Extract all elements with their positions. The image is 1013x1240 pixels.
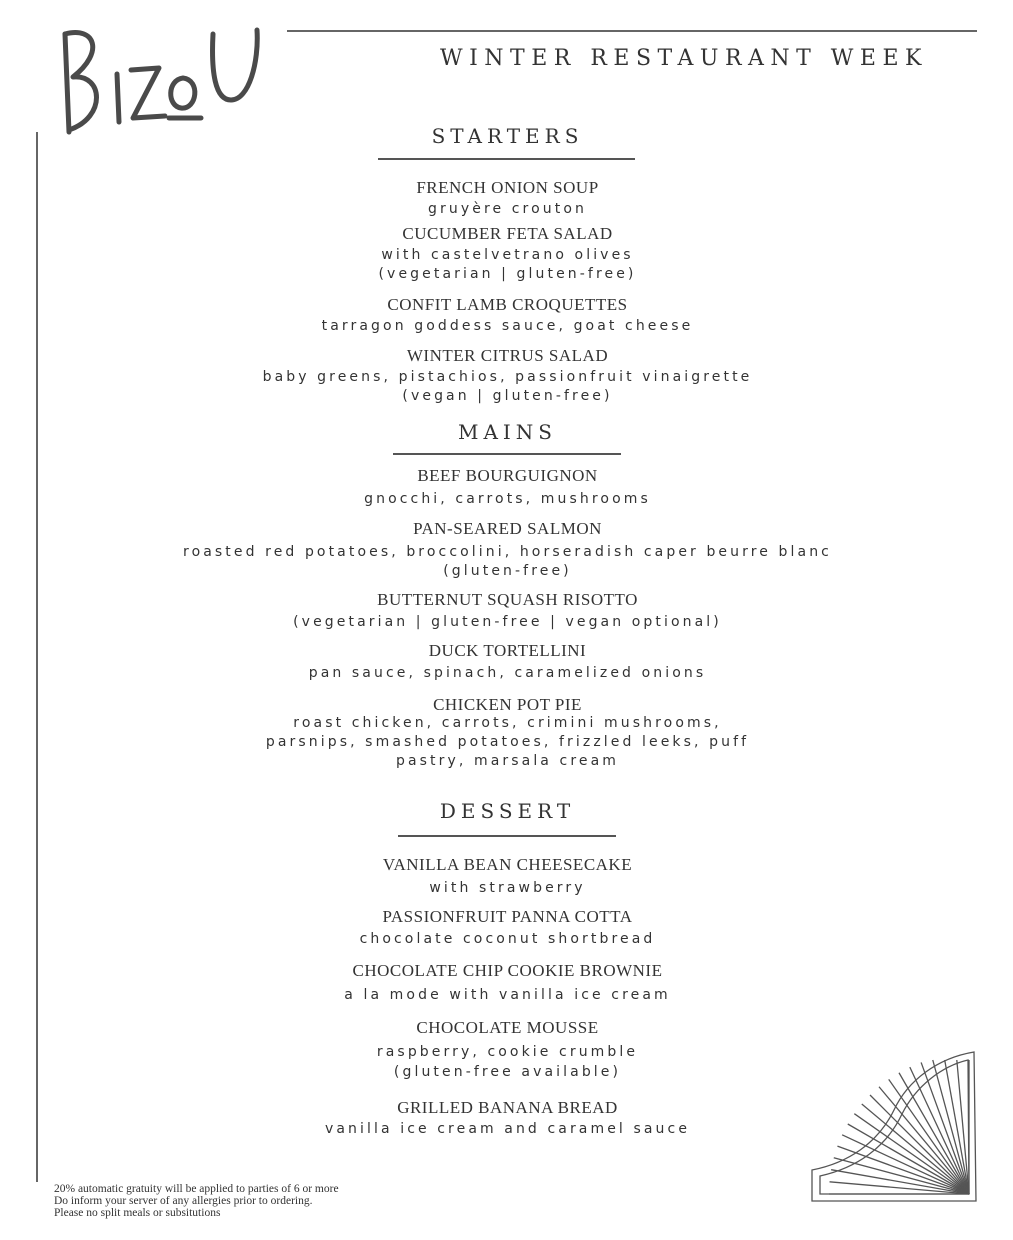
starters-rule	[378, 158, 635, 160]
menu-item-desc: (vegetarian | gluten-free)	[378, 266, 637, 282]
left-rule	[36, 132, 38, 1182]
menu-item-name: CHICKEN POT PIE	[433, 695, 582, 714]
menu-item-name: WINTER CITRUS SALAD	[406, 346, 609, 365]
footnote-allergies: Do inform your server of any allergies prior to ordering.	[54, 1195, 313, 1207]
menu-item-desc: chocolate coconut shortbread	[359, 931, 656, 947]
footnotes	[54, 1183, 474, 1219]
menu-item-name: PAN-SEARED SALMON	[413, 519, 602, 538]
menu-item-name: CHOCOLATE MOUSSE	[416, 1018, 599, 1037]
menu-item-desc: raspberry, cookie crumble	[376, 1044, 639, 1060]
event-title: WINTER RESTAURANT WEEK	[440, 46, 928, 71]
menu-item-desc: parsnips, smashed potatoes, frizzled leeks, puff	[265, 734, 750, 750]
menu-item-desc: pan sauce, spinach, caramelized onions	[308, 665, 707, 681]
menu-item-desc: vanilla ice cream and caramel sauce	[324, 1121, 691, 1137]
menu-item-desc: baby greens, pistachios, passionfruit vinaigrette	[262, 369, 753, 385]
menu-item-desc: (gluten-free available)	[393, 1064, 622, 1080]
menu-item-desc: tarragon goddess sauce, goat cheese	[321, 318, 694, 334]
art-deco-fan-icon	[808, 1048, 980, 1203]
menu-item-desc: with castelvetrano olives	[381, 247, 634, 263]
menu-item-desc: (vegetarian | gluten-free | vegan optional)	[293, 614, 722, 630]
footnote-no-split: Please no split meals or subsitutions	[54, 1207, 221, 1219]
menu-item-name: CONFIT LAMB CROQUETTES	[387, 295, 628, 314]
dessert-rule	[398, 835, 616, 837]
menu-item-desc: (vegan | gluten-free)	[402, 388, 613, 404]
footnote-gratuity: 20% automatic gratuity will be applied to parties of 6 or more	[54, 1183, 339, 1195]
menu-item-name: PASSIONFRUIT PANNA COTTA	[382, 907, 633, 926]
mains-heading: MAINS	[457, 420, 558, 444]
menu-item-name: FRENCH ONION SOUP	[416, 178, 599, 197]
menu-body	[100, 0, 915, 1240]
menu-item-desc: roasted red potatoes, broccolini, horseradish caper beurre blanc	[183, 544, 832, 560]
menu-item-desc: gnocchi, carrots, mushrooms	[364, 491, 651, 507]
menu-item-name: BUTTERNUT SQUASH RISOTTO	[377, 590, 638, 609]
menu-item-desc: gruyère crouton	[428, 201, 587, 217]
menu-item-name: VANILLA BEAN CHEESECAKE	[382, 855, 633, 874]
menu-item-name: DUCK TORTELLINI	[428, 641, 587, 660]
menu-item-name: BEEF BOURGUIGNON	[417, 466, 598, 485]
menu-item-name: GRILLED BANANA BREAD	[397, 1098, 618, 1117]
dessert-heading: DESSERT	[439, 799, 576, 823]
menu-item-desc: (gluten-free)	[443, 563, 572, 579]
menu-item-desc: roast chicken, carrots, crimini mushrooms,	[293, 715, 722, 731]
menu-item-name: CUCUMBER FETA SALAD	[402, 224, 613, 243]
menu-item-desc: pastry, marsala cream	[395, 753, 620, 769]
menu-item-desc: a la mode with vanilla ice cream	[344, 987, 671, 1003]
menu-item-name: CHOCOLATE CHIP COOKIE BROWNIE	[352, 961, 663, 980]
starters-heading: STARTERS	[431, 124, 584, 148]
menu-item-desc: with strawberry	[429, 880, 586, 896]
mains-rule	[393, 453, 621, 455]
